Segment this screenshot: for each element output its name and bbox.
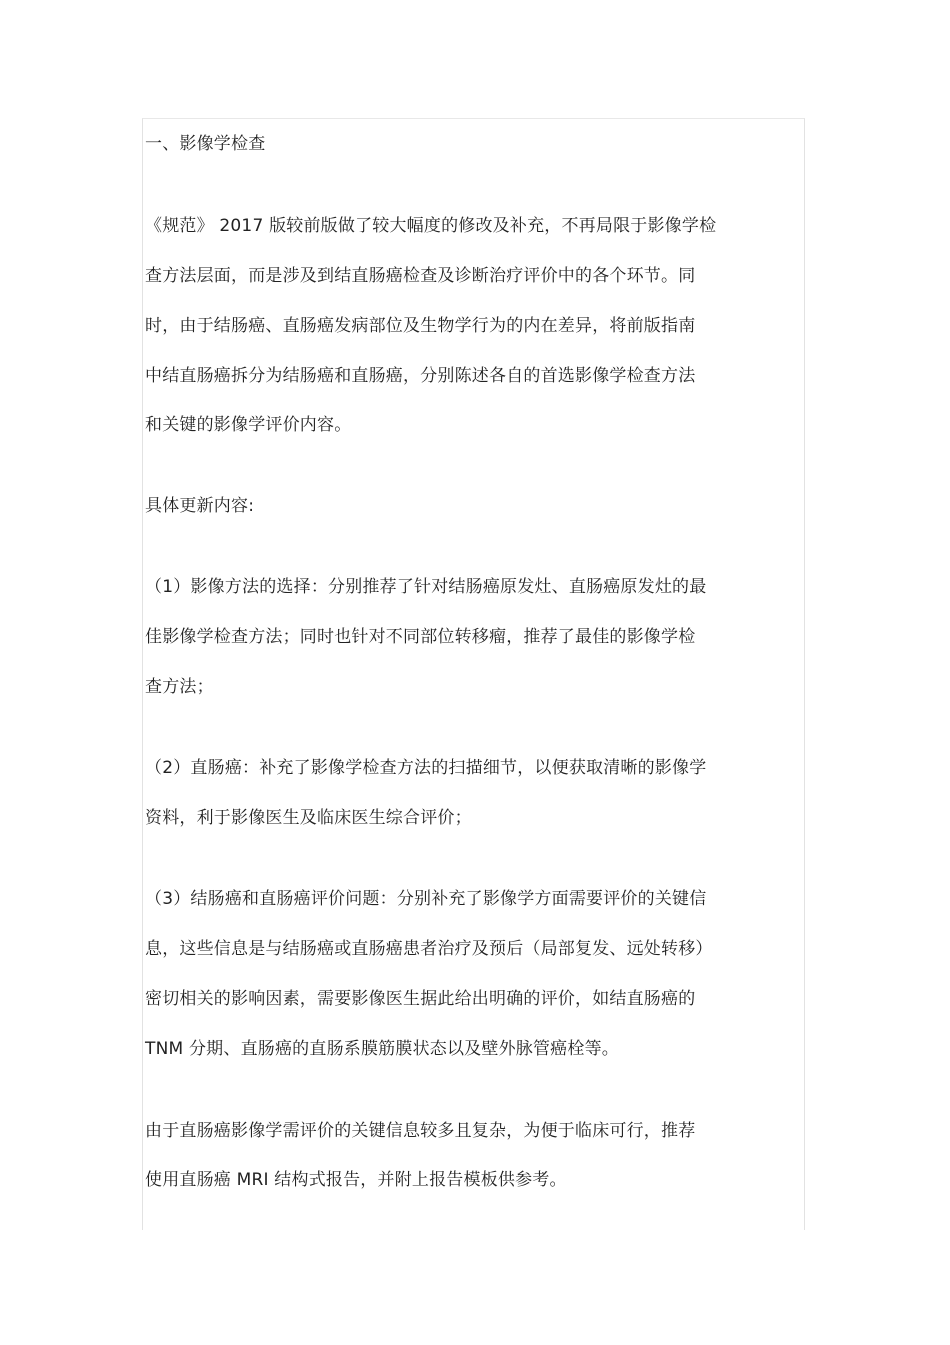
- intro-line-5: 和关键的影像学评价内容。: [145, 415, 352, 435]
- intro-line-1: 《规范》 2017 版较前版做了较大幅度的修改及补充，不再局限于影像学检: [145, 216, 717, 236]
- item1-line-3: 查方法；: [145, 677, 214, 697]
- item1-line-1: （1）影像方法的选择：分别推荐了针对结肠癌原发灶、直肠癌原发灶的最: [145, 577, 707, 597]
- item3-line-2: 息，这些信息是与结肠癌或直肠癌患者治疗及预后（局部复发、远处转移）: [145, 939, 713, 959]
- section-heading: 一、影像学检查: [145, 134, 266, 154]
- intro-line-3: 时，由于结肠癌、直肠癌发病部位及生物学行为的内在差异，将前版指南: [145, 316, 696, 336]
- intro-line-4: 中结直肠癌拆分为结肠癌和直肠癌，分别陈述各自的首选影像学检查方法: [145, 366, 696, 386]
- intro-line-2: 查方法层面，而是涉及到结直肠癌检查及诊断治疗评价中的各个环节。同: [145, 266, 696, 286]
- item3-line-1: （3）结肠癌和直肠癌评价问题：分别补充了影像学方面需要评价的关键信: [145, 889, 707, 909]
- closing-line-1: 由于直肠癌影像学需评价的关键信息较多且复杂，为便于临床可行，推荐: [145, 1121, 696, 1141]
- updates-label: 具体更新内容:: [145, 496, 255, 516]
- item3-line-3: 密切相关的影响因素，需要影像医生据此给出明确的评价，如结直肠癌的: [145, 989, 696, 1009]
- item2-line-1: （2）直肠癌：补充了影像学检查方法的扫描细节，以便获取清晰的影像学: [145, 758, 707, 778]
- item3-line-4: TNM 分期、直肠癌的直肠系膜筋膜状态以及壁外脉管癌栓等。: [145, 1039, 619, 1059]
- item1-line-2: 佳影像学检查方法；同时也针对不同部位转移瘤，推荐了最佳的影像学检: [145, 627, 696, 647]
- item2-line-2: 资料，利于影像医生及临床医生综合评价；: [145, 808, 472, 828]
- closing-line-2: 使用直肠癌 MRI 结构式报告，并附上报告模板供参考。: [145, 1170, 567, 1190]
